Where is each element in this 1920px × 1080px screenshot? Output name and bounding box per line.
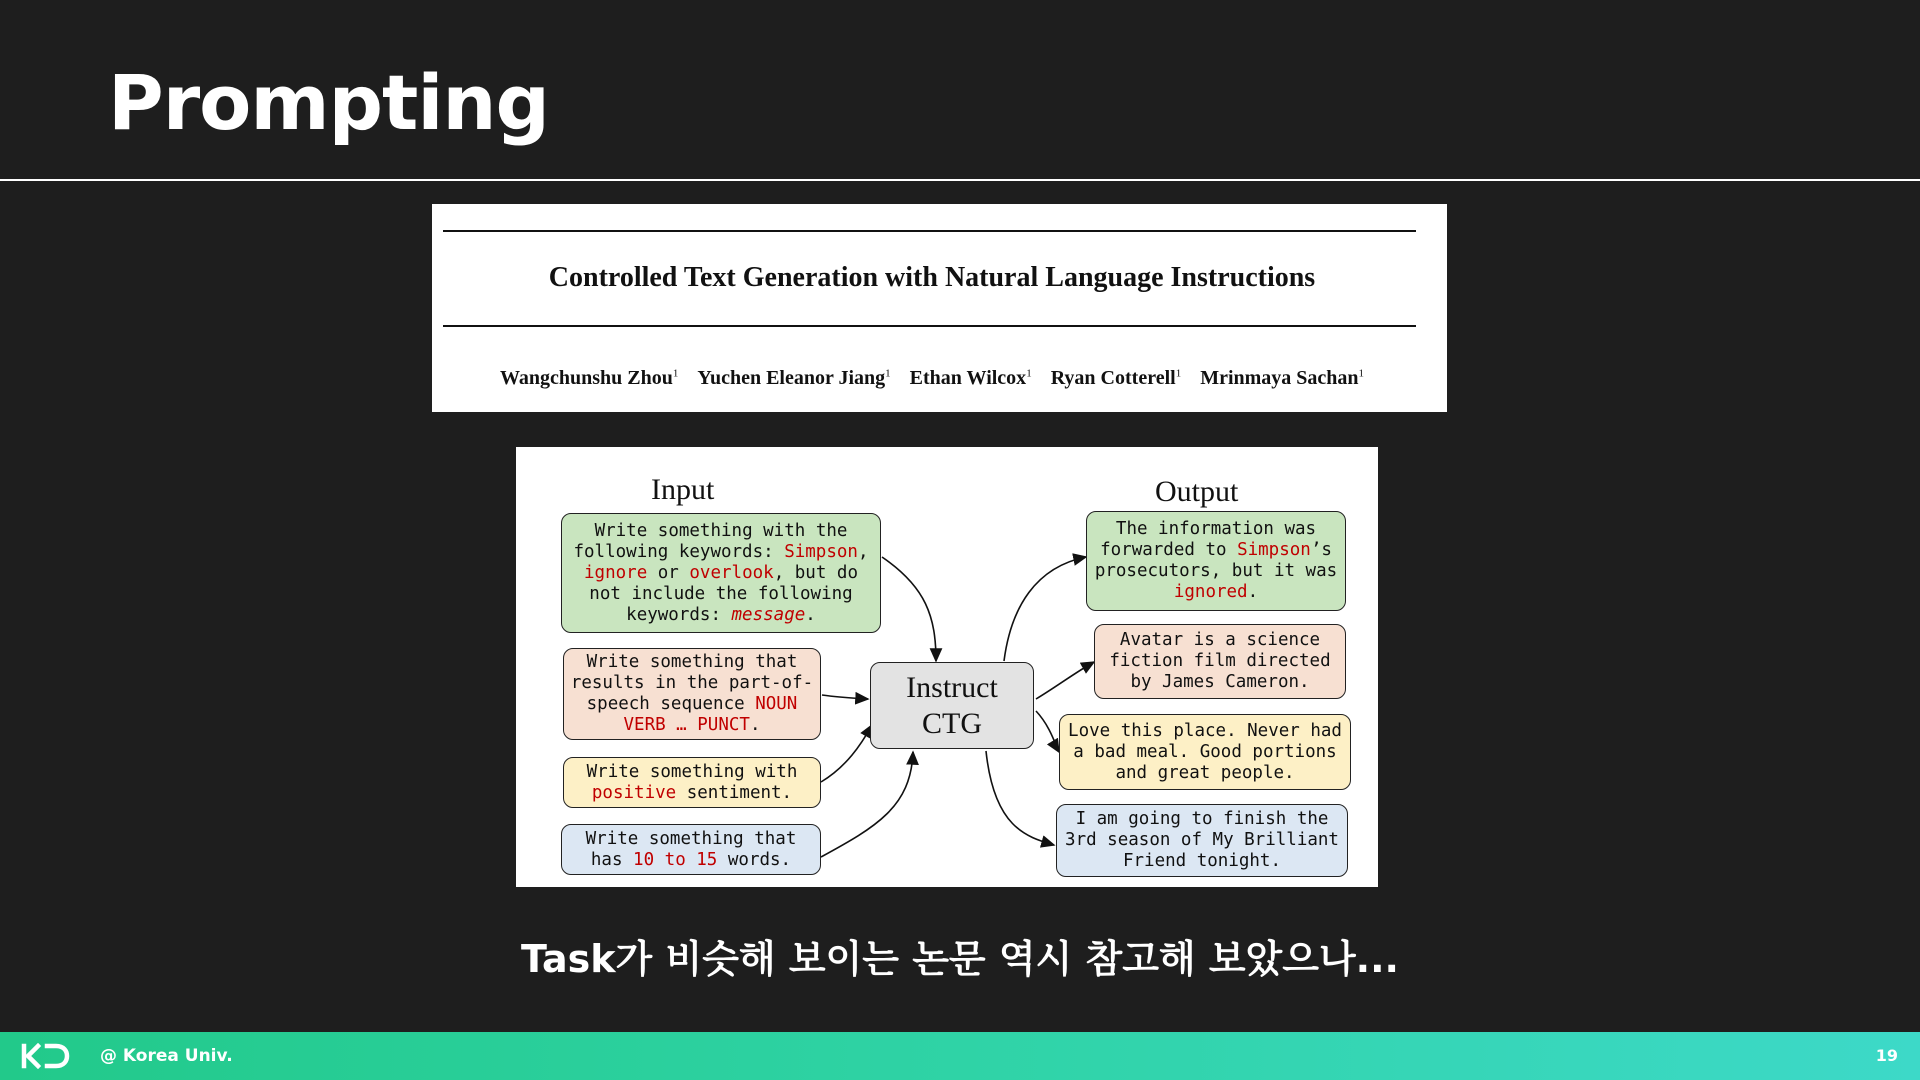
box-text bbox=[570, 652, 814, 736]
paper-authors bbox=[432, 367, 1432, 390]
arrow-output-2 bbox=[1036, 662, 1094, 699]
box-text bbox=[1063, 809, 1341, 872]
box-text bbox=[1093, 519, 1339, 603]
box-text bbox=[568, 829, 814, 871]
author: Ethan Wilcox$^1$ bbox=[909, 367, 1032, 389]
text-segment: . bbox=[1247, 582, 1259, 602]
slide-caption: Task가 비슷해 보이는 논문 역시 참고해 보았으나... bbox=[521, 937, 1399, 981]
box-text bbox=[568, 521, 874, 626]
arrow-output-4 bbox=[986, 751, 1054, 845]
title-divider bbox=[0, 179, 1920, 181]
highlighted-text: Simpson bbox=[784, 541, 858, 562]
text-segment: or bbox=[647, 562, 690, 583]
arrow-input-2 bbox=[822, 695, 868, 699]
arrow-output-1 bbox=[1004, 557, 1086, 661]
input-label: Input bbox=[651, 473, 715, 506]
text-segment: Write something that results in the part-of-speech sequence bbox=[570, 652, 814, 714]
output-box-review bbox=[1059, 714, 1351, 790]
input-box-keywords bbox=[561, 513, 881, 633]
highlighted-text: NOUN VERB … PUNCT bbox=[623, 694, 798, 735]
center-line-1: Instruct bbox=[906, 670, 998, 704]
box-text bbox=[1101, 630, 1339, 693]
text-segment: , but do not include the following keywords: bbox=[589, 562, 858, 625]
text-segment: Write something that has bbox=[585, 828, 797, 870]
highlighted-text: Simpson bbox=[1237, 540, 1311, 560]
highlighted-text: ignored bbox=[1173, 582, 1248, 602]
author: Wangchunshu Zhou$^1$ bbox=[499, 367, 679, 389]
text-segment: Write something with the following keywords: bbox=[573, 520, 848, 562]
text-segment: words. bbox=[717, 849, 792, 870]
author: Ryan Cotterell$^1$ bbox=[1050, 367, 1182, 389]
text-segment: sentiment. bbox=[676, 782, 793, 803]
box-text bbox=[570, 762, 814, 804]
text-segment: . bbox=[749, 715, 761, 735]
output-box-simpson bbox=[1086, 511, 1346, 611]
instruct-ctg-diagram bbox=[516, 447, 1378, 887]
input-box-pos bbox=[563, 648, 821, 740]
box-text bbox=[1066, 721, 1344, 784]
instruct-ctg-box bbox=[870, 662, 1034, 749]
output-label: Output bbox=[1155, 475, 1239, 508]
arrow-input-1 bbox=[882, 557, 936, 661]
text-segment: ’s prosecutors, but it was bbox=[1094, 540, 1338, 581]
highlighted-text: 10 to 15 bbox=[633, 849, 718, 870]
highlighted-text: ignore bbox=[584, 562, 648, 583]
kd-logo-icon bbox=[20, 1043, 70, 1069]
highlighted-text: positive bbox=[591, 782, 677, 803]
paper-header-image bbox=[432, 204, 1447, 412]
center-line-2: CTG bbox=[922, 706, 982, 740]
page-number: 19 bbox=[1875, 1046, 1898, 1065]
arrow-input-4 bbox=[821, 752, 913, 857]
footer-org: @ Korea Univ. bbox=[100, 1046, 233, 1066]
slide-title: Prompting bbox=[108, 58, 549, 147]
input-box-length bbox=[561, 824, 821, 875]
text-segment: I am going to finish the 3rd season of My Brilliant Friend tonight. bbox=[1065, 809, 1339, 871]
output-box-tv bbox=[1056, 804, 1348, 877]
paper-top-rule bbox=[443, 230, 1416, 232]
text-segment: The information was forwarded to bbox=[1100, 519, 1317, 560]
author: Mrinmaya Sachan$^1$ bbox=[1200, 367, 1365, 389]
text-segment: . bbox=[805, 604, 816, 625]
text-segment: Write something with bbox=[586, 761, 798, 782]
arrow-output-3 bbox=[1036, 711, 1059, 752]
paper-title: Controlled Text Generation with Natural Language Instructions bbox=[548, 262, 1316, 293]
author: Yuchen Eleanor Jiang$^1$ bbox=[697, 367, 891, 389]
paper-bottom-rule bbox=[443, 325, 1416, 327]
highlighted-text: overlook bbox=[689, 562, 774, 583]
highlighted-text: message bbox=[731, 604, 806, 625]
text-segment: Love this place. Never had a bad meal. Good portions and great people. bbox=[1068, 720, 1342, 783]
output-box-avatar bbox=[1094, 624, 1346, 699]
text-segment: Avatar is a science fiction film directed by James Cameron. bbox=[1109, 630, 1331, 692]
input-box-sentiment bbox=[563, 757, 821, 808]
footer-bar bbox=[0, 1032, 1920, 1080]
arrow-input-3 bbox=[821, 725, 872, 782]
text-segment: , bbox=[857, 541, 869, 562]
